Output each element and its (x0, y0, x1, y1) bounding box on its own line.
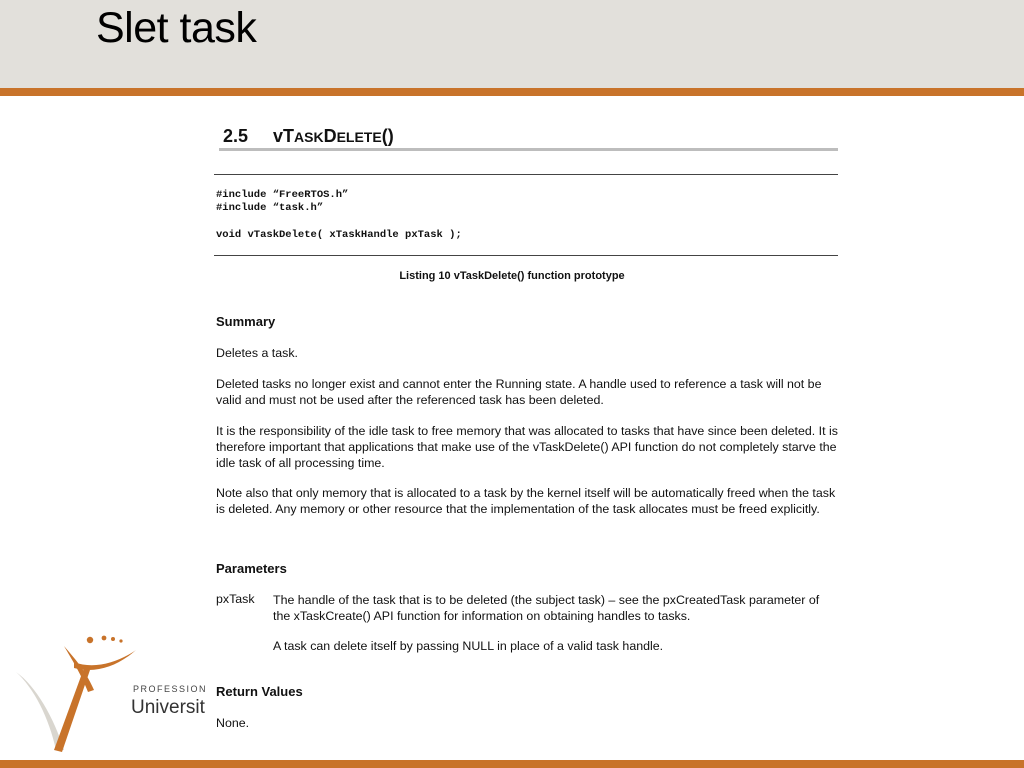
section-title (283, 126, 394, 146)
code-rule-top (214, 174, 838, 175)
section-rule (219, 148, 838, 151)
section-title-part: T (283, 126, 295, 146)
summary-paragraph: Deletes a task. (216, 346, 298, 360)
code-line: void vTaskDelete( xTaskHandle pxTask ); (216, 229, 462, 241)
code-line: #include “FreeRTOS.h” (216, 189, 349, 201)
section-number: 2.5 (223, 126, 249, 146)
parameter-note: A task can delete itself by passing NULL in place of a valid task handle. (273, 639, 664, 653)
listing-caption (214, 270, 838, 282)
parameter-description: The handle of the task that is to be deleted (the subject task) – see the pxCreatedTask parameter of the xTaskCreate() API function for information on obtaining handles to tasks. (273, 593, 820, 623)
section-heading (223, 126, 394, 147)
section-title-part: D (323, 126, 337, 146)
code-line: #include “task.h” (216, 202, 324, 214)
return-value: None. (216, 716, 250, 730)
listing-caption-text: Listing 10 vTaskDelete() function prototype (399, 270, 625, 282)
document-page (214, 96, 838, 756)
section-title-initial: v (273, 126, 284, 146)
summary-paragraph: It is the responsibility of the idle task to free memory that was allocated to tasks that have since been deleted. It is therefore important that applications that make use of the vTaskDelete() API function do not completely starve the idle task of all processing time. (216, 424, 838, 470)
section-title-part: ELETE (336, 129, 382, 145)
footer-accent-bar (0, 760, 1024, 768)
slide-title: Slet task (96, 4, 257, 52)
summary-heading: Summary (216, 314, 276, 329)
summary-paragraph: Deleted tasks no longer exist and cannot enter the Running state. A handle used to reference a task will not be valid and must not be used after the referenced task has been deleted. (216, 377, 822, 407)
slide-header (0, 0, 1024, 88)
parameter-name: pxTask (216, 592, 255, 606)
code-rule-bottom (214, 255, 838, 256)
section-title-part: () (381, 126, 394, 146)
parameters-heading: Parameters (216, 561, 287, 576)
section-title-part: ASK (294, 129, 324, 145)
logo-text-university: Universit (131, 697, 205, 718)
header-accent-bar (0, 88, 1024, 96)
logo-text-profession: PROFESSION (133, 684, 208, 694)
summary-paragraph: Note also that only memory that is allocated to a task by the kernel itself will be automatically freed when the task is deleted. Any memory or other resource that the implementation of the task allocates must be freed explicitly. (216, 486, 836, 516)
return-values-heading: Return Values (216, 684, 303, 699)
